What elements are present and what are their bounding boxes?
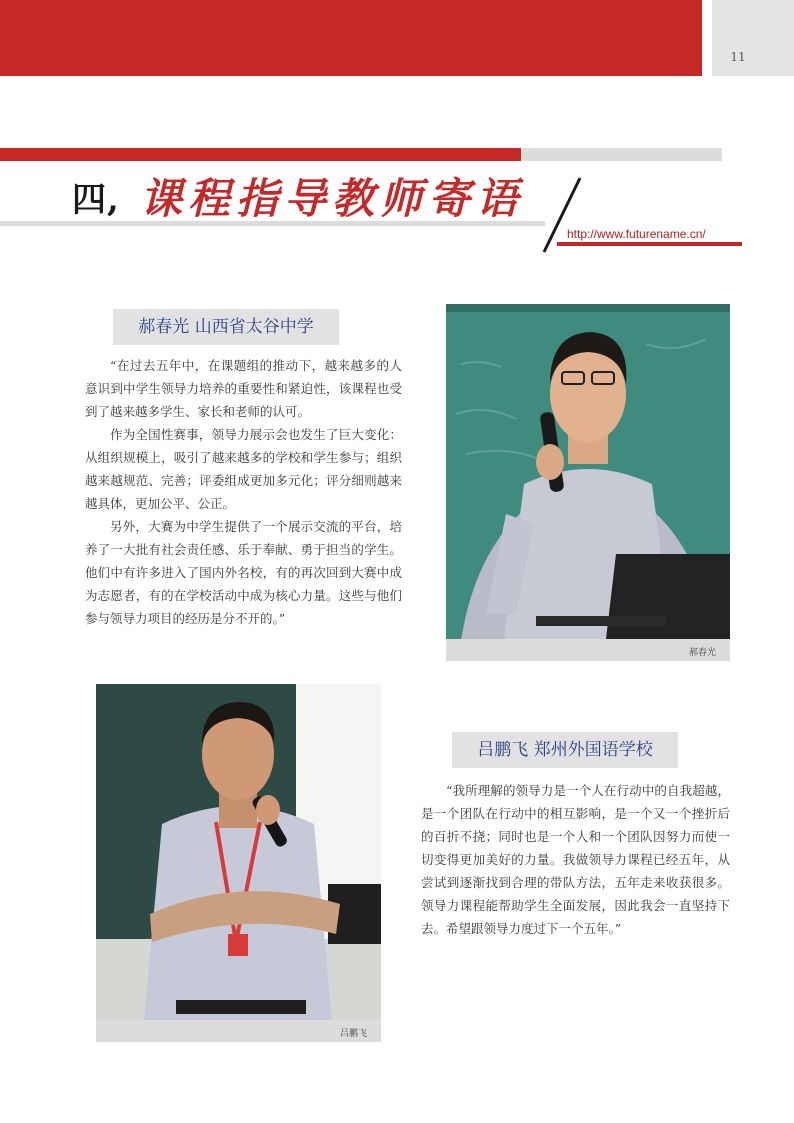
quote-paragraph: 作为全国性赛事，领导力展示会也发生了巨大变化：从组织规模上，吸引了越来越多的学校和学生参与；组织越来越规范、完善；评委组成更加多元化；评分细则越来越具体，更加公平、公正。: [85, 427, 402, 511]
site-url-link[interactable]: http://www.futurename.cn/: [567, 227, 706, 241]
title-bar-red: [0, 148, 521, 161]
photo-caption-bar: [446, 639, 730, 661]
teacher-photo: [96, 684, 381, 1020]
section-number: 四,: [72, 180, 120, 220]
section-title: 课程指导教师寄语: [140, 174, 525, 223]
url-underline-bar: [557, 242, 742, 246]
teacher-quote: [85, 354, 402, 630]
photo-caption: 郝春光: [688, 648, 716, 658]
header-red-band: [0, 0, 702, 76]
teacher-name-tag: 郝春光 山西省太谷中学: [113, 309, 339, 345]
teacher-name-tag: 吕鹏飞 郑州外国语学校: [452, 732, 678, 768]
teacher-portrait-image: [446, 304, 730, 639]
header-gray-block: [712, 0, 794, 76]
quote-paragraph: “我所理解的领导力是一个人在行动中的自我超越，是一个团队在行动中的相互影响，是一个又一个挫折后的百折不挠；同时也是一个人和一个团队因努力而使一切变得更加美好的力量。我做领导力课程已经五年，从尝试到逐渐找到合理的带队方法，五年走来收获很多。领导力课程能帮助学生全面发展，因此我会一直坚持下去。希望跟领导力度过下一个五年。”: [421, 783, 730, 936]
teacher-photo: [446, 304, 730, 639]
teacher-quote: [421, 779, 730, 940]
photo-caption-bar: [96, 1020, 381, 1042]
photo-caption: 吕鹏飞: [339, 1029, 367, 1039]
quote-paragraph: 另外，大赛为中学生提供了一个展示交流的平台，培养了一大批有社会责任感、乐于奉献、勇于担当的学生。他们中有许多进入了国内外名校，有的再次回到大赛中成为志愿者，有的在学校活动中成为核心力量。这些与他们参与领导力项目的经历是分不开的。”: [85, 519, 402, 626]
quote-paragraph: “在过去五年中，在课题组的推动下，越来越多的人意识到中学生领导力培养的重要性和紧迫性，该课程也受到了越来越多学生、家长和老师的认可。: [85, 358, 402, 419]
title-bar-gray: [521, 148, 722, 161]
teacher-portrait-image: [96, 684, 381, 1020]
page-number: 11: [730, 50, 746, 64]
